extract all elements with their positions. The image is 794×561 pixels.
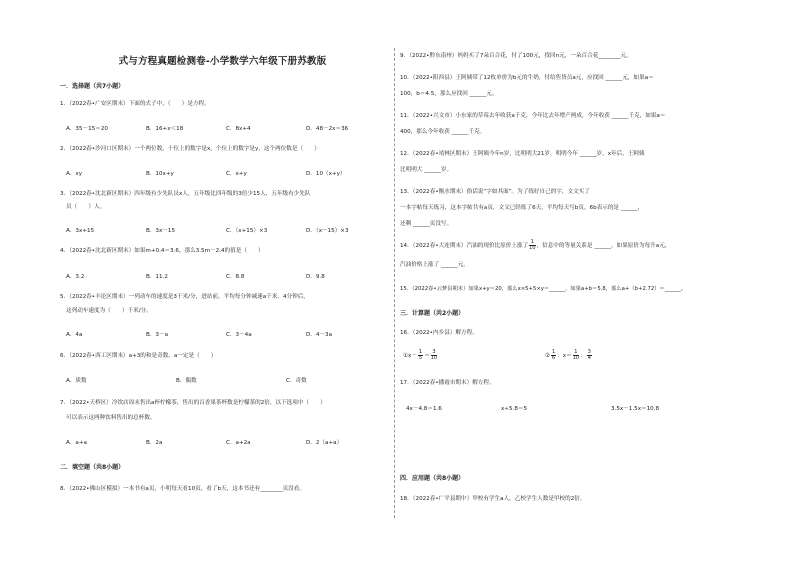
option-c: C．8.8 bbox=[226, 274, 245, 280]
option-d: D．2（a+a） bbox=[306, 440, 343, 446]
question-18: 18．（2022春•广平县期中）甲校有学生a人，乙校学生人数是甲校的2倍。 bbox=[400, 496, 586, 502]
option-c: C．3－4a bbox=[226, 332, 252, 338]
option-c: C．a+2a bbox=[226, 440, 251, 446]
question-7-line-2: 可以表示这两种饮料售出的总杯数。 bbox=[66, 415, 156, 421]
question-16: 16．（2022•内乡县）解方程。 bbox=[400, 330, 478, 336]
question-13-line-1: 13．（2022春•衡水期末）俗话说“字如其面”。为了练好自己的字，文文买了 bbox=[400, 189, 590, 195]
fraction: $\frac{3}{4}$ bbox=[587, 349, 591, 361]
option-b: B．16+x＜18 bbox=[146, 126, 184, 132]
question-3-line-2: 员（ ）人。 bbox=[66, 204, 106, 210]
question-10-line-2: 100，b＝4.5，那么应找回 ______元。 bbox=[400, 91, 498, 97]
option-b: B．2a bbox=[146, 440, 163, 446]
option-a: A．质数 bbox=[66, 378, 87, 384]
option-a: A．4a bbox=[66, 332, 83, 338]
question-11-line-1: 11．（2022•兴文市）小东家的草莓去年收获a千克，今年比去年增产两成，今年收获 ______千克，如果a＝ bbox=[400, 113, 666, 119]
question-9: 9．（2022•黔东南州）妈妈买了7朵百合花，付了100元，找回n元，一朵百合花________元。 bbox=[400, 53, 632, 59]
question-3-line-1: 3．（2022春•沈北新区期末）四年级有少先队员x人，五年级比四年级的3倍少15人，五年级有少先队 bbox=[60, 191, 311, 197]
question-13-line-3: 还剩 ______页没写。 bbox=[400, 221, 453, 227]
option-d: D．9.8 bbox=[306, 274, 325, 280]
option-a: A．35－15＝20 bbox=[66, 126, 108, 132]
fraction: $\frac{1}{6}$ bbox=[552, 349, 556, 361]
option-b: B．偶数 bbox=[176, 378, 197, 384]
equation: x÷5.8＝5 bbox=[501, 406, 528, 412]
question-2: 2．（2022春•沙河口区期末）一个两位数，十位上的数字是x，个位上的数字是y，这个两位数是（ ） bbox=[60, 146, 320, 152]
question-5-line-2: 这列动车速度为（ ）千米/分。 bbox=[66, 308, 152, 314]
section-application-heading: 四．应用题（共8小题） bbox=[400, 475, 465, 482]
question-8: 8．（2022•佛山区模拟）一本书有a页，小明每天看10页，看了b天，这本书还有________页没看。 bbox=[60, 486, 305, 492]
option-b: B．10x+y bbox=[146, 171, 174, 177]
option-d: D．4－3a bbox=[306, 332, 333, 338]
option-c: C．（x+15）×3 bbox=[226, 228, 268, 234]
equation-2: ② $\frac{1}{6}$ ：x＝ $\frac{1}{10}$ ： $\frac{3}{4}$ bbox=[545, 349, 591, 361]
question-11-line-2: 400，那么今年收获 ______千克。 bbox=[400, 129, 486, 135]
question-15: 15．（2022春•云梦县期末）如果x+y＝20，那么x×5+5×y＝______，如果a+b＝5.8，那么a+（b+2.72）＝______。 bbox=[400, 286, 687, 292]
question-14-text-b: ，信息中的等量关系是 ______，如果原价为每升a元， bbox=[536, 243, 671, 249]
option-a: A．a+a bbox=[66, 440, 87, 446]
column-divider bbox=[394, 48, 395, 518]
option-c: C．8x+4 bbox=[226, 126, 251, 132]
question-10-line-1: 10．（2022•阳西县）王阿姨带了12枚单价为b元的牛奶，付给售货员a元，应找回 ______元，如果a＝ bbox=[400, 75, 654, 81]
question-12-line-2: 比明明大 ______岁。 bbox=[400, 167, 453, 173]
fraction: $\frac{1}{10}$ bbox=[529, 239, 536, 251]
question-14-text-a: 14．（2022春•大连期末）汽油的现价比原价上涨了 bbox=[400, 243, 529, 249]
section-choice-heading: 一．选择题（共7小题） bbox=[60, 83, 125, 90]
equation: 4x－4.8＝1.6 bbox=[406, 406, 442, 412]
option-c: C．奇数 bbox=[286, 378, 307, 384]
equation-1: ①x－ $\frac{1}{5}$ ＝ $\frac{3}{10}$ bbox=[403, 349, 438, 361]
section-calc-heading: 三．计算题（共2小题） bbox=[400, 310, 465, 317]
option-b: B．3x－15 bbox=[146, 228, 176, 234]
option-d: D．10（x+y） bbox=[306, 171, 346, 177]
option-a: A．xy bbox=[66, 171, 83, 177]
option-b: B．3－a bbox=[146, 332, 169, 338]
equation: 3.5x－1.5x＝10.8 bbox=[611, 406, 660, 412]
option-a: A．3x+15 bbox=[66, 228, 95, 234]
question-14-line-1 bbox=[400, 240, 670, 252]
question-17: 17．（2022春•播霞市期末）解方程。 bbox=[400, 380, 495, 386]
question-7-line-1: 7．（2022•天桥区）冷饮店周末售出a杯柠檬茶，售出的百香果茶杯数是柠檬茶的2倍，以下选项中（ ） bbox=[60, 400, 326, 406]
paper-title: 式与方程真题检测卷-小学数学六年级下册苏教版 bbox=[118, 56, 327, 67]
fraction: $\frac{1}{10}$ bbox=[572, 349, 580, 361]
question-5-line-1: 5．（2022春•丰论区期末）一列动车的速度是3千米/分，进站前，平均每分钟减速a千米。4分钟后， bbox=[60, 294, 309, 300]
option-d: D．48－2x＝36 bbox=[306, 126, 349, 132]
fraction: $\frac{1}{5}$ bbox=[418, 349, 423, 361]
question-12-line-1: 12．（2022春•靖林区期末）王阿姨今年n岁，比明明大21岁，明明今年 ______岁，x年后，王阿姨 bbox=[400, 151, 645, 157]
fraction: $\frac{3}{10}$ bbox=[430, 349, 438, 361]
option-d: D．（x－15）×3 bbox=[306, 228, 349, 234]
question-1: 1．（2022春•广安区期末）下面的式子中，（ ）是方程。 bbox=[60, 101, 210, 107]
question-4: 4．（2022春•沈北新区期末）如果m+0.4＝3.6，那么3.5m－2.4的值是（ ） bbox=[60, 248, 264, 254]
question-13-line-2: 一本字帖每天练习，这本字帖共有a页，文文已经练了6天，平均每天写b页。6b表示的是 ______， bbox=[400, 205, 644, 211]
section-fill-heading: 二．填空题（共8小题） bbox=[60, 464, 125, 471]
option-b: B．11.2 bbox=[146, 274, 168, 280]
option-c: C．x+y bbox=[226, 171, 247, 177]
question-6: 6．（2022春•西工区期末）a+3的和是奇数，a一定是（ ） bbox=[60, 353, 217, 359]
option-a: A．3.2 bbox=[66, 274, 85, 280]
question-14-line-2: 汽油价格上涨了 ______元。 bbox=[400, 262, 469, 268]
